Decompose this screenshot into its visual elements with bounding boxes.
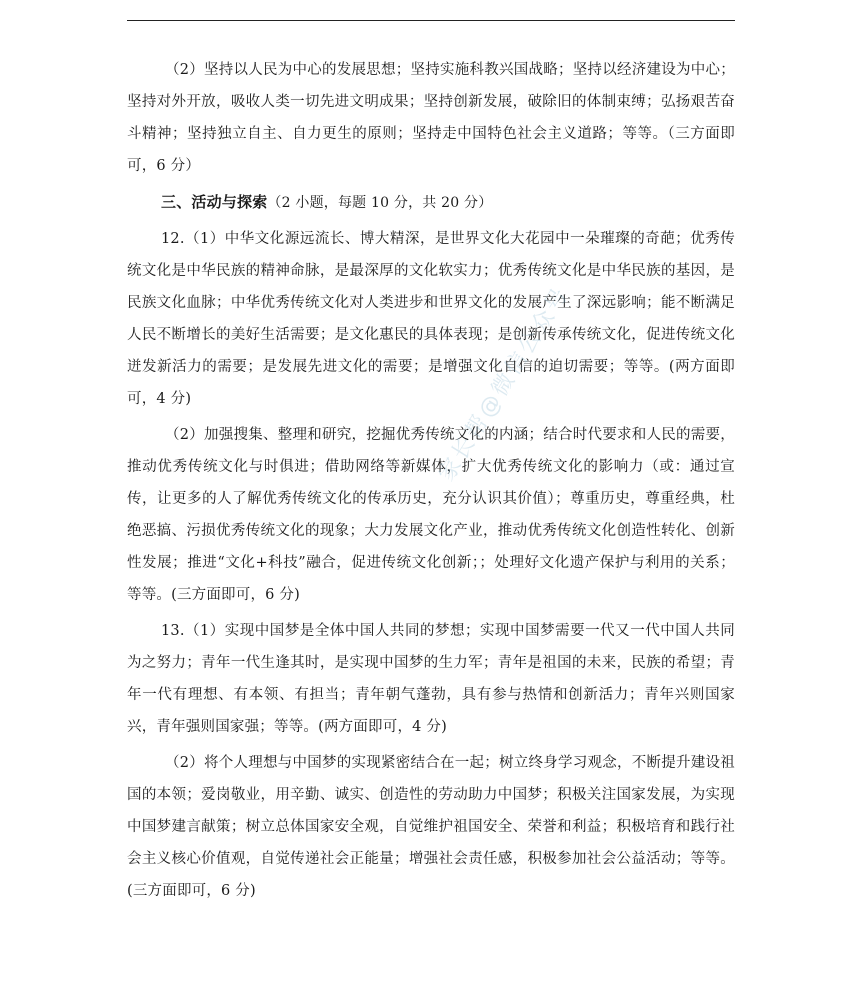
watermark: 家长帮@微信公众号	[434, 281, 575, 486]
section-title: 三、活动与探索	[161, 193, 268, 211]
answer-paragraph-11-2: （2）坚持以人民为中心的发展思想；坚持实施科教兴国战略；坚持以经济建设为中心；坚持对外开放，吸收人类一切先进文明成果；坚持创新发展，破除旧的体制束缚；弘扬艰苦奋斗精神；坚持独立自主、自力更生的原则；坚持走中国特色社会主义道路；等等。（三方面即可，6 分）	[127, 62, 735, 174]
answer-paragraph-13-1: 13.（1）实现中国梦是全体中国人共同的梦想；实现中国梦需要一代又一代中国人共同为之努力；青年一代生逢其时，是实现中国梦的生力军；青年是祖国的未来，民族的希望；青年一代有理想、有本领、有担当；青年朝气蓬勃，具有参与热情和创新活力；青年兴则国家兴，青年强则国家强；等等。(两方面即可，4 分)	[127, 623, 735, 735]
answer-paragraph-12-2: （2）加强搜集、整理和研究，挖掘优秀传统文化的内涵；结合时代要求和人民的需要，推动优秀传统文化与时俱进；借助网络等新媒体，扩大优秀传统文化的影响力（或：通过宣传，让更多的人了解优秀传统文化的传承历史，充分认识其价值）；尊重历史，尊重经典，杜绝恶搞、污损优秀传统文化的现象；大力发展文化产业，推动优秀传统文化创造性转化、创新性发展；推进“文化+科技”融合，促进传统文化创新；；处理好文化遗产保护与利用的关系；等等。(三方面即可，6 分)	[127, 427, 735, 603]
document-body	[127, 54, 735, 911]
section-note: （2 小题，每题 10 分，共 20 分）	[267, 195, 493, 211]
answer-paragraph-13-2: （2）将个人理想与中国梦的实现紧密结合在一起；树立终身学习观念，不断提升建设祖国的本领；爱岗敬业，用辛勤、诚实、创造性的劳动助力中国梦；积极关注国家发展，为实现中国梦建言献策；树立总体国家安全观，自觉维护祖国安全、荣誉和利益；积极培育和践行社会主义核心价值观，自觉传递社会正能量；增强社会责任感，积极参加社会公益活动；等等。(三方面即可，6 分)	[127, 755, 735, 899]
section-heading	[127, 186, 735, 219]
answer-paragraph-12-1: 12.（1）中华文化源远流长、博大精深，是世界文化大花园中一朵璀璨的奇葩；优秀传统文化是中华民族的精神命脉，是最深厚的文化软实力；优秀传统文化是中华民族的基因，是民族文化血脉；中华优秀传统文化对人类进步和世界文化的发展产生了深远影响；能不断满足人民不断增长的美好生活需要；是文化惠民的具体表现；是创新传承传统文化，促进传统文化迸发新活力的需要；是发展先进文化的需要；是增强文化自信的迫切需要；等等。(两方面即可，4 分)	[127, 231, 735, 407]
top-rule	[127, 20, 735, 21]
